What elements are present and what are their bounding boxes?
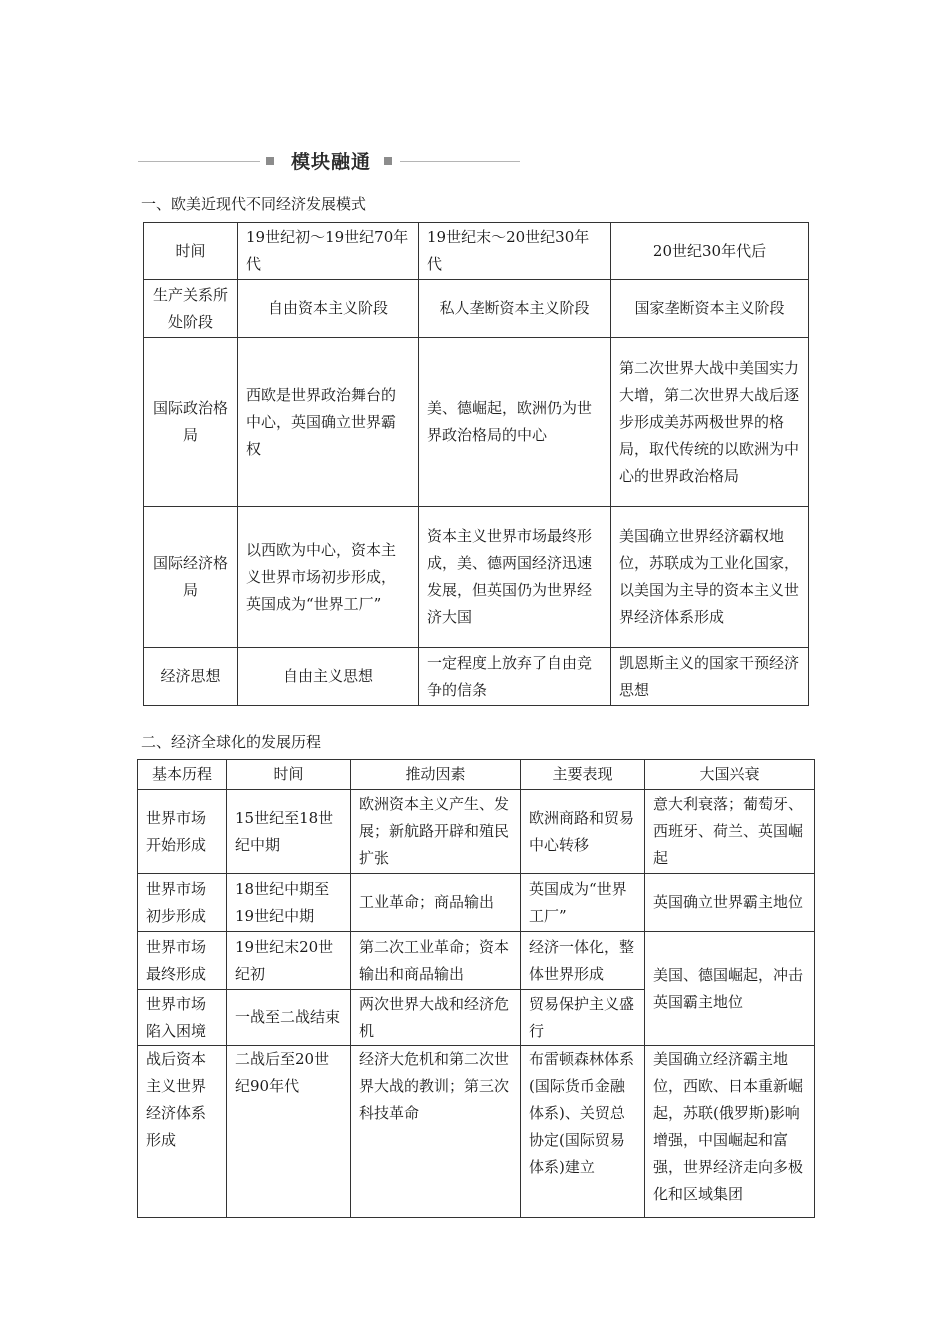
column-header: 主要表现 bbox=[521, 760, 645, 790]
table-row bbox=[138, 932, 815, 990]
table-cell: 经济大危机和第二次世界大战的教训；第三次科技革命 bbox=[351, 1046, 521, 1218]
table-header-row bbox=[138, 760, 815, 790]
table-cell: 两次世界大战和经济危机 bbox=[351, 990, 521, 1046]
table-cell: 世界市场初步形成 bbox=[138, 874, 227, 932]
table-cell: 以西欧为中心，资本主义世界市场初步形成，英国成为“世界工厂” bbox=[238, 507, 419, 648]
table-cell: 15世纪至18世纪中期 bbox=[227, 790, 351, 874]
table-cell: 经济一体化，整体世界形成 bbox=[521, 932, 645, 990]
table-cell: 19世纪末20世纪初 bbox=[227, 932, 351, 990]
table-cell: 英国成为“世界工厂” bbox=[521, 874, 645, 932]
table-cell: 私人垄断资本主义阶段 bbox=[419, 280, 611, 338]
table-cell: 时间 bbox=[144, 223, 238, 280]
table-cell: 英国确立世界霸主地位 bbox=[645, 874, 815, 932]
table-row bbox=[144, 280, 809, 338]
table-cell: 世界市场开始形成 bbox=[138, 790, 227, 874]
table-cell: 欧洲资本主义产生、发展；新航路开辟和殖民扩张 bbox=[351, 790, 521, 874]
economic-models-table bbox=[143, 222, 809, 706]
table-cell: 欧洲商路和贸易中心转移 bbox=[521, 790, 645, 874]
table-row bbox=[138, 874, 815, 932]
table-cell: 一定程度上放弃了自由竞争的信条 bbox=[419, 648, 611, 706]
column-header: 大国兴衰 bbox=[645, 760, 815, 790]
module-title: 模块融通 bbox=[290, 151, 371, 173]
table-cell: 生产关系所处阶段 bbox=[144, 280, 238, 338]
table-cell: 布雷顿森林体系(国际货币金融体系)、关贸总协定(国际贸易体系)建立 bbox=[521, 1046, 645, 1218]
table-cell: 自由资本主义阶段 bbox=[238, 280, 419, 338]
table-cell: 美国确立经济霸主地位，西欧、日本重新崛起，苏联(俄罗斯)影响增强，中国崛起和富强，世界经济走向多极化和区域集团 bbox=[645, 1046, 815, 1218]
table-cell: 西欧是世界政治舞台的中心，英国确立世界霸权 bbox=[238, 338, 419, 507]
table-row bbox=[144, 223, 809, 280]
table-cell: 19世纪初～19世纪70年代 bbox=[238, 223, 419, 280]
header-square-right-icon bbox=[384, 157, 392, 165]
table-cell: 资本主义世界市场最终形成，美、德两国经济迅速发展，但英国仍为世界经济大国 bbox=[419, 507, 611, 648]
table-cell: 第二次工业革命；资本输出和商品输出 bbox=[351, 932, 521, 990]
table-cell: 一战至二战结束 bbox=[227, 990, 351, 1046]
column-header: 推动因素 bbox=[351, 760, 521, 790]
module-header bbox=[138, 146, 520, 176]
table-row bbox=[138, 1046, 815, 1218]
table-cell: 世界市场最终形成 bbox=[138, 932, 227, 990]
column-header: 基本历程 bbox=[138, 760, 227, 790]
table-row bbox=[144, 648, 809, 706]
table-cell: 美、德崛起，欧洲仍为世界政治格局的中心 bbox=[419, 338, 611, 507]
table-row bbox=[138, 790, 815, 874]
table-cell: 20世纪30年代后 bbox=[611, 223, 809, 280]
table-cell: 自由主义思想 bbox=[238, 648, 419, 706]
table-cell: 18世纪中期至19世纪中期 bbox=[227, 874, 351, 932]
table-cell: 凯恩斯主义的国家干预经济思想 bbox=[611, 648, 809, 706]
globalization-table bbox=[137, 759, 815, 1218]
table-cell: 经济思想 bbox=[144, 648, 238, 706]
header-square-left-icon bbox=[266, 157, 274, 165]
table-cell: 二战后至20世纪90年代 bbox=[227, 1046, 351, 1218]
table-cell: 美国确立世界经济霸权地位，苏联成为工业化国家，以美国为主导的资本主义世界经济体系形成 bbox=[611, 507, 809, 648]
section2-title: 二、经济全球化的发展历程 bbox=[141, 733, 322, 751]
section1-title: 一、欧美近现代不同经济发展模式 bbox=[141, 195, 367, 213]
table-cell: 国际政治格局 bbox=[144, 338, 238, 507]
table-cell: 19世纪末～20世纪30年代 bbox=[419, 223, 611, 280]
table-cell: 工业革命；商品输出 bbox=[351, 874, 521, 932]
table-cell: 意大利衰落；葡萄牙、西班牙、荷兰、英国崛起 bbox=[645, 790, 815, 874]
header-rule-left bbox=[138, 161, 260, 162]
header-rule-right bbox=[400, 161, 520, 162]
table-cell: 贸易保护主义盛行 bbox=[521, 990, 645, 1046]
table-cell: 美国、德国崛起，冲击英国霸主地位 bbox=[645, 932, 815, 1046]
table-cell: 国际经济格局 bbox=[144, 507, 238, 648]
column-header: 时间 bbox=[227, 760, 351, 790]
table-cell: 第二次世界大战中美国实力大增，第二次世界大战后逐步形成美苏两极世界的格局，取代传统的以欧洲为中心的世界政治格局 bbox=[611, 338, 809, 507]
table-cell: 世界市场陷入困境 bbox=[138, 990, 227, 1046]
table-row bbox=[144, 507, 809, 648]
table-cell: 国家垄断资本主义阶段 bbox=[611, 280, 809, 338]
table-cell: 战后资本主义世界经济体系形成 bbox=[138, 1046, 227, 1218]
table-row bbox=[144, 338, 809, 507]
